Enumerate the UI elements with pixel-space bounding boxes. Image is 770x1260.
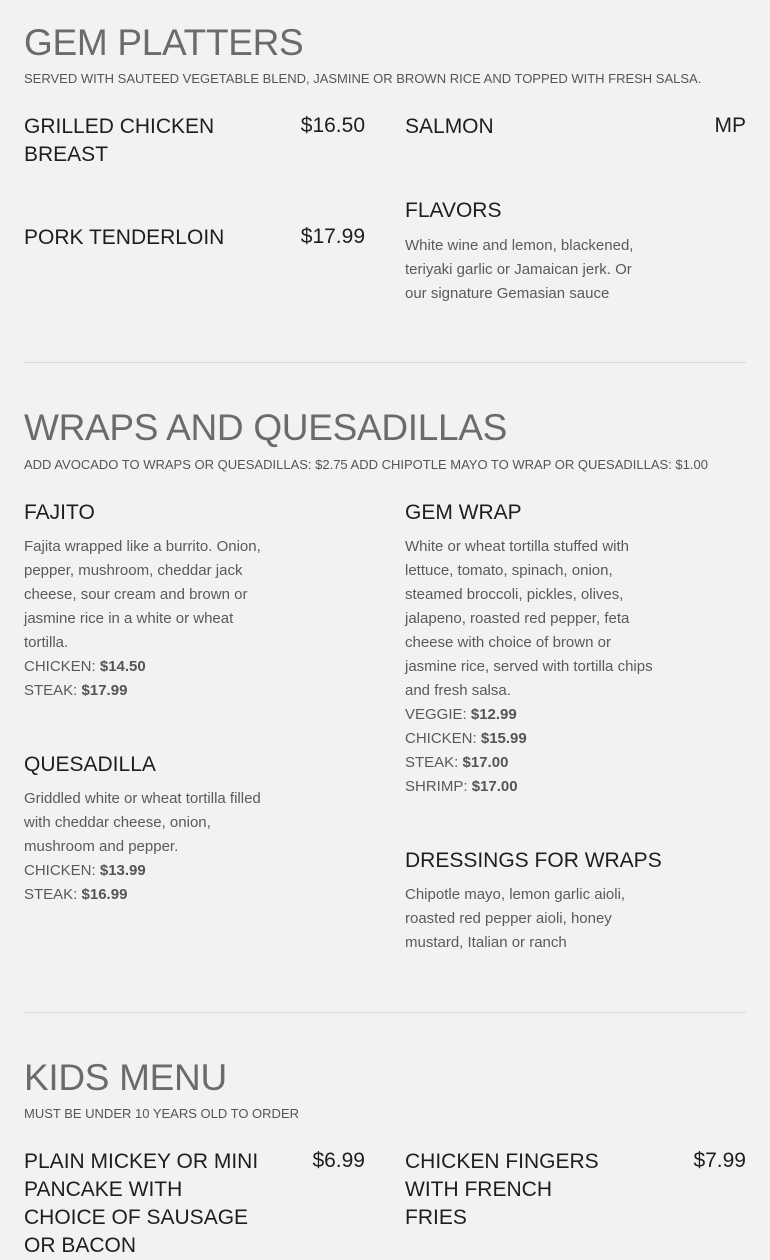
gem-wrap-option [405,751,659,775]
gem-wrap-option [405,703,659,727]
quesadilla-option [24,883,264,907]
grilled-chicken-price: $16.50 [300,114,365,137]
option-price: $14.50 [99,658,146,675]
option-label: CHICKEN: [24,658,96,675]
pancake-price: $6.99 [312,1149,365,1172]
section-divider [24,362,746,363]
fajito-description: Fajita wrapped like a burrito. Onion, pepper, mushroom, cheddar jack cheese, sour cream and brown or jasmine rice in a white or wheat tortilla. [24,538,261,651]
kids-menu-title: KIDS MENU [24,1057,227,1098]
salmon-price: MP [714,114,746,137]
flavors-description: White wine and lemon, blackened, teriyaki garlic or Jamaican jerk. Or our signature Gemasian sauce [405,237,634,302]
fajito-option [24,679,276,703]
option-label: CHICKEN: [24,862,96,879]
gem-wrap-option [405,727,659,751]
option-price: $17.00 [471,778,518,795]
pork-tenderloin-price: $17.99 [300,225,365,248]
chicken-fingers-name: CHICKEN FINGERS WITH FRENCH FRIES [405,1150,599,1229]
dressings-heading: DRESSINGS FOR WRAPS [405,849,662,872]
fajito-block [24,535,276,703]
gem-platters-subtitle: SERVED WITH SAUTEED VEGETABLE BLEND, JASMINE OR BROWN RICE AND TOPPED WITH FRESH SALSA. [24,71,702,86]
option-price: $17.99 [81,682,128,699]
grilled-chicken-name: GRILLED CHICKEN BREAST [24,115,215,166]
option-label: SHRIMP: [405,778,468,795]
gem-wrap-name: GEM WRAP [405,501,522,524]
flavors-heading: FLAVORS [405,199,502,222]
gem-platters-title: GEM PLATTERS [24,22,304,63]
option-price: $16.99 [81,886,128,903]
wraps-title: WRAPS AND QUESADILLAS [24,407,508,448]
chicken-fingers-price: $7.99 [693,1149,746,1172]
gem-wrap-block [405,535,659,799]
option-label: STEAK: [24,682,78,699]
pork-tenderloin-name: PORK TENDERLOIN [24,226,225,249]
dressings-description: Chipotle mayo, lemon garlic aioli, roasted red pepper aioli, honey mustard, Italian or ranch [405,886,626,951]
quesadilla-description: Griddled white or wheat tortilla filled with cheddar cheese, onion, mushroom and pepper. [24,790,261,855]
option-price: $12.99 [470,706,517,723]
option-label: STEAK: [405,754,459,771]
fajito-option [24,655,276,679]
option-label: STEAK: [24,886,78,903]
quesadilla-block [24,787,264,907]
option-price: $13.99 [99,862,146,879]
kids-menu-subtitle: MUST BE UNDER 10 YEARS OLD TO ORDER [24,1106,299,1121]
fajito-name: FAJITO [24,501,95,524]
quesadilla-option [24,859,264,883]
section-divider [24,1012,746,1013]
gem-wrap-option [405,775,659,799]
gem-wrap-description: White or wheat tortilla stuffed with lettuce, tomato, spinach, onion, steamed broccoli, pickles, olives, jalapeno, roasted red pepper, feta cheese with choice of brown or jasmine rice, served with tortilla chips and fresh salsa. [405,538,653,699]
option-label: VEGGIE: [405,706,467,723]
wraps-subtitle: ADD AVOCADO TO WRAPS OR QUESADILLAS: $2.75 ADD CHIPOTLE MAYO TO WRAP OR QUESADILLAS: $1.00 [24,457,708,472]
pancake-name: PLAIN MICKEY OR MINI PANCAKE WITH CHOICE OF SAUSAGE OR BACON [24,1150,259,1257]
quesadilla-name: QUESADILLA [24,753,156,776]
option-price: $17.00 [462,754,509,771]
salmon-name: SALMON [405,115,494,138]
option-label: CHICKEN: [405,730,477,747]
option-price: $15.99 [480,730,527,747]
